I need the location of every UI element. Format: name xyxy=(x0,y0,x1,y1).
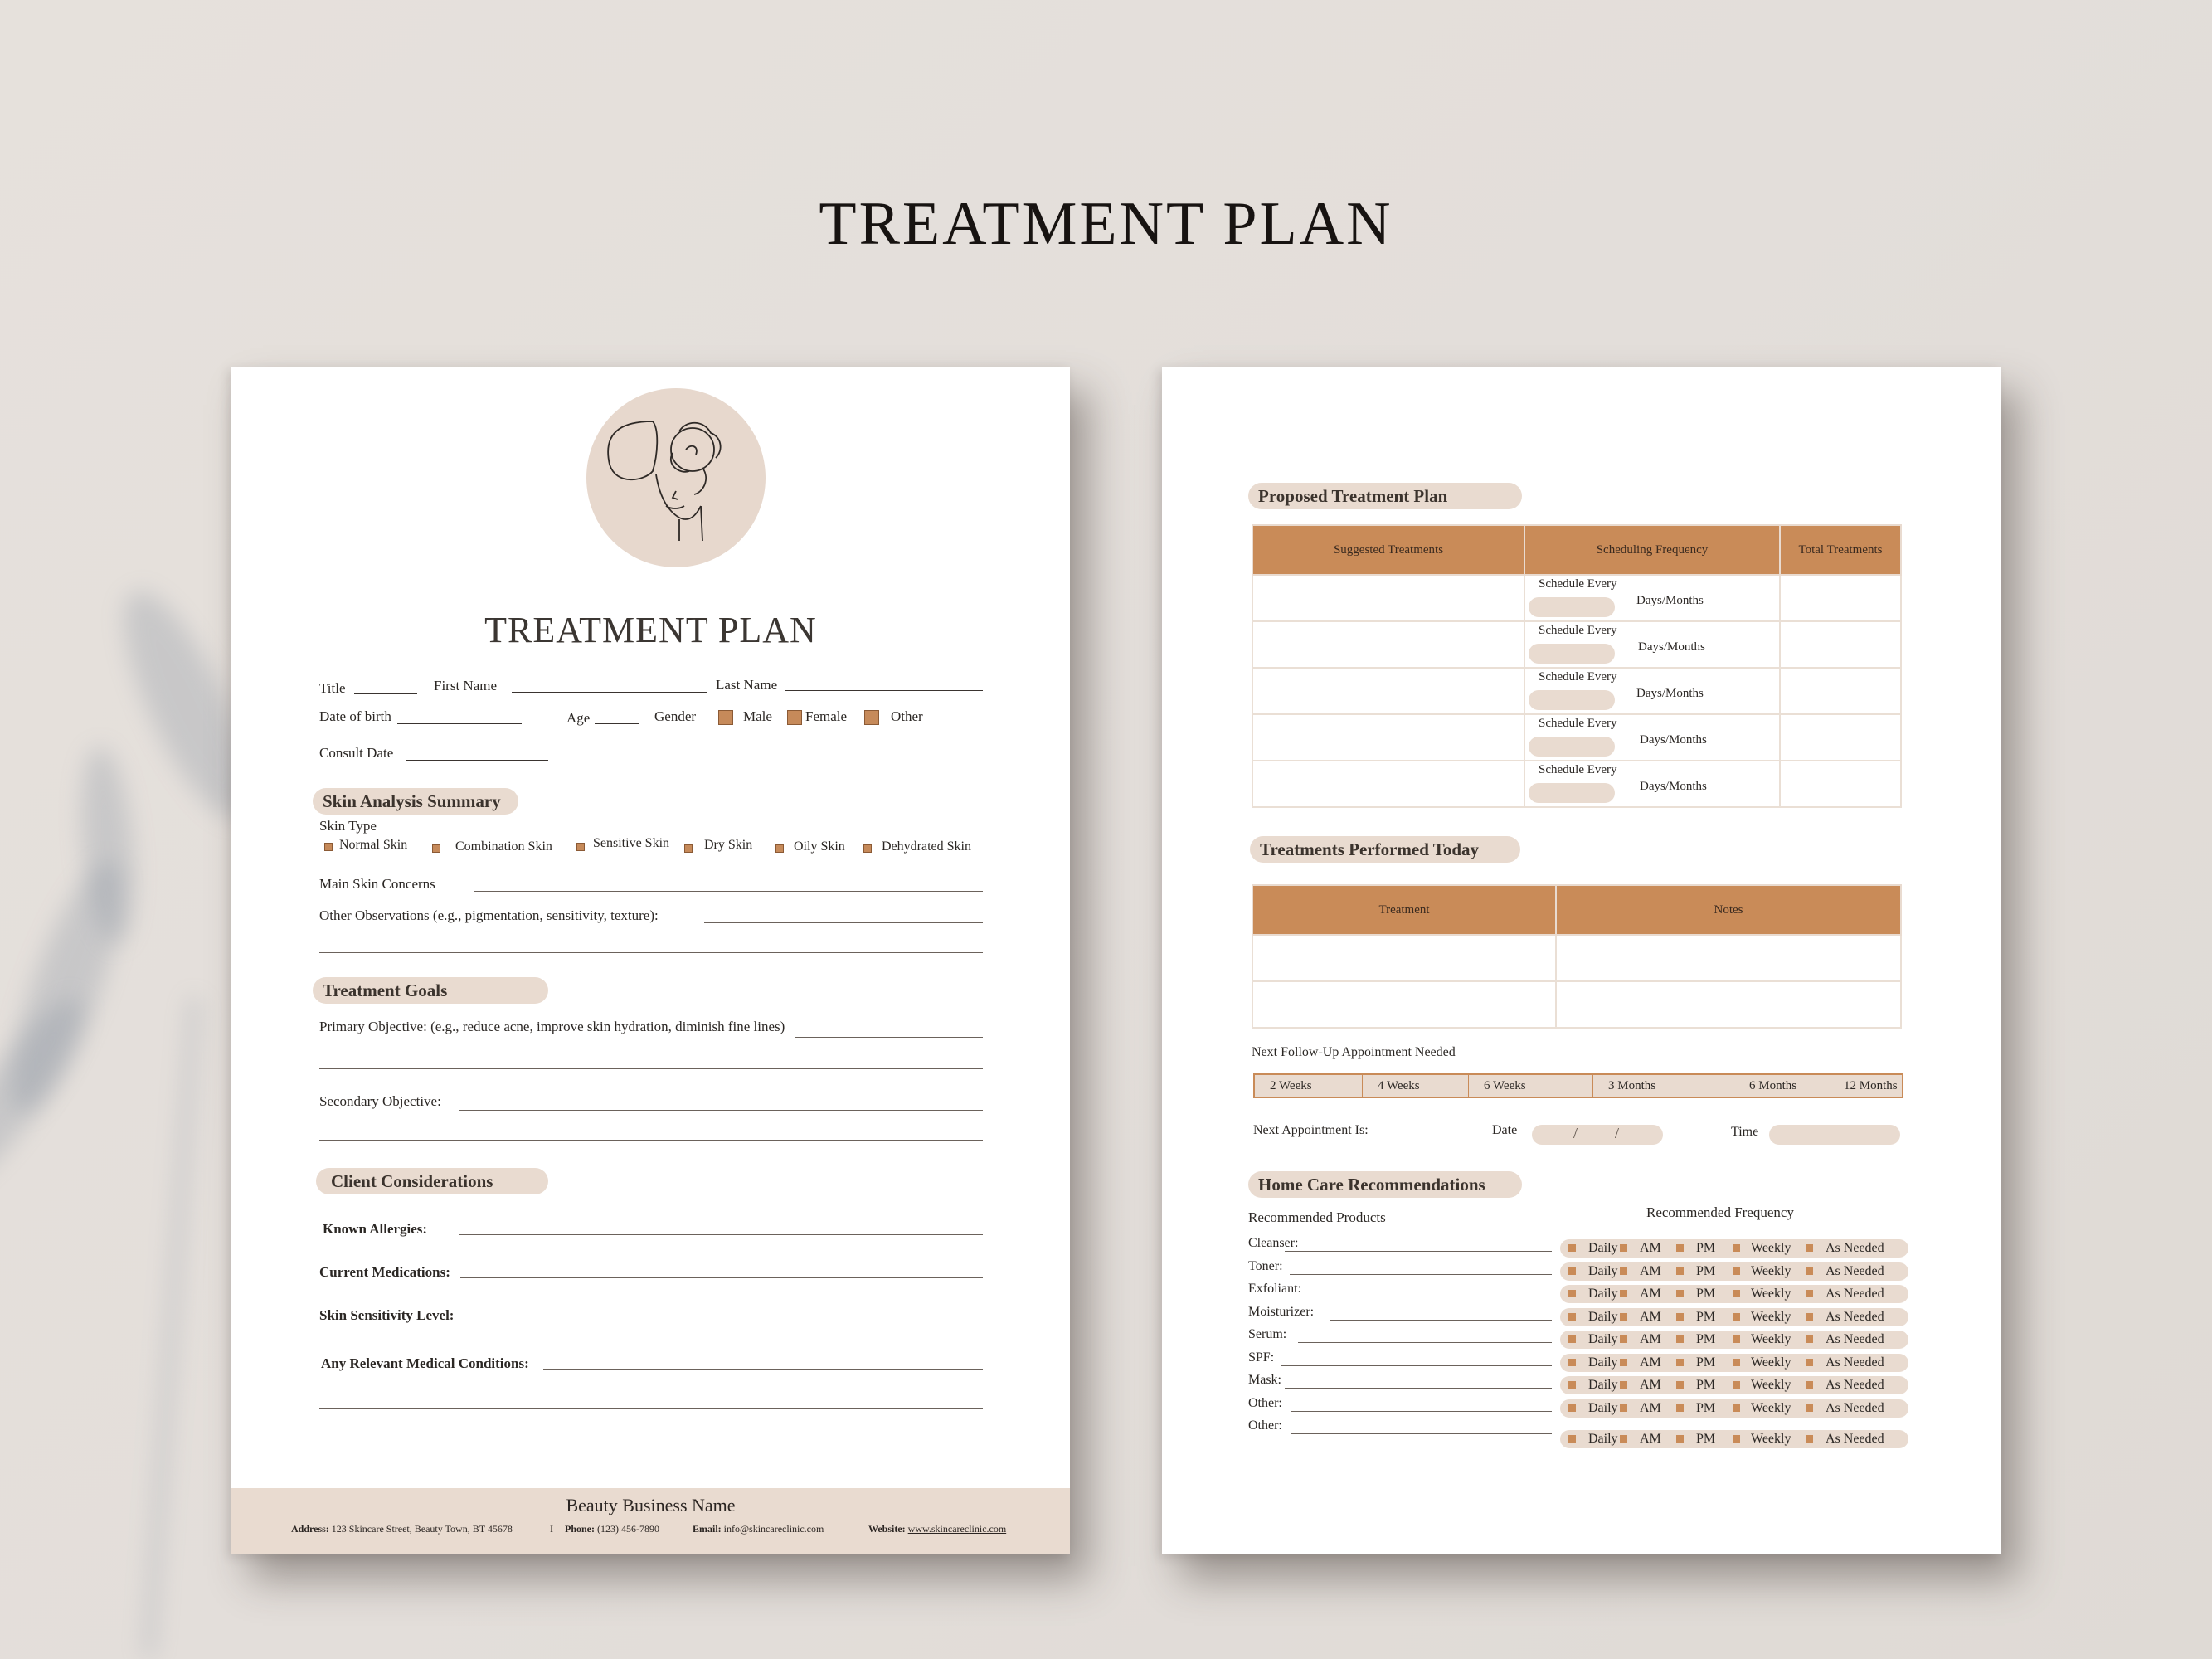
frequency-checkbox[interactable] xyxy=(1568,1435,1576,1443)
notes-cell[interactable] xyxy=(1556,935,1901,981)
recommended-products-label: Recommended Products xyxy=(1248,1209,1386,1225)
column-header: Suggested Treatments xyxy=(1252,525,1524,575)
frequency-option-label: Daily xyxy=(1588,1309,1618,1324)
frequency-checkbox[interactable] xyxy=(1568,1290,1576,1297)
date-separator: / xyxy=(1573,1125,1578,1141)
frequency-option-label: As Needed xyxy=(1826,1263,1884,1278)
frequency-checkbox[interactable] xyxy=(1676,1335,1684,1343)
table-row xyxy=(1252,714,1901,761)
medical-conditions-line[interactable] xyxy=(319,1408,983,1409)
frequency-option-label: Daily xyxy=(1588,1400,1618,1415)
frequency-option-label: PM xyxy=(1696,1400,1716,1415)
female-label: Female xyxy=(805,708,848,724)
frequency-option-label: Daily xyxy=(1588,1241,1618,1255)
suggested-treatment-cell[interactable] xyxy=(1252,621,1524,668)
scheduling-frequency-cell xyxy=(1524,761,1780,807)
client-considerations-heading: Client Considerations xyxy=(316,1168,548,1194)
dry-skin-checkbox[interactable] xyxy=(684,844,693,853)
column-header: Scheduling Frequency xyxy=(1524,525,1780,575)
column-header: Total Treatments xyxy=(1780,525,1901,575)
schedule-every-field[interactable] xyxy=(1529,644,1615,664)
follow-up-option[interactable]: 6 Months xyxy=(1719,1075,1840,1097)
frequency-checkbox[interactable] xyxy=(1568,1313,1576,1321)
frequency-option-label: Weekly xyxy=(1751,1263,1791,1278)
frequency-checkbox[interactable] xyxy=(1620,1404,1627,1412)
product-label: Other: xyxy=(1248,1395,1282,1410)
product-label: SPF: xyxy=(1248,1350,1275,1365)
frequency-checkbox[interactable] xyxy=(1733,1267,1740,1275)
frequency-option-label: AM xyxy=(1640,1263,1661,1278)
allergies-field[interactable] xyxy=(459,1234,983,1235)
title-field[interactable] xyxy=(354,693,417,694)
frequency-option-label: Weekly xyxy=(1751,1309,1791,1324)
frequency-option-label: Weekly xyxy=(1751,1378,1791,1392)
last-name-field[interactable] xyxy=(785,690,983,691)
face-line-art-icon xyxy=(586,388,766,567)
frequency-checkbox[interactable] xyxy=(1733,1244,1740,1252)
consult-date-label: Consult Date xyxy=(319,745,394,761)
schedule-every-field[interactable] xyxy=(1529,690,1615,710)
date-label: Date xyxy=(1492,1123,1518,1137)
product-field[interactable] xyxy=(1285,1251,1552,1252)
frequency-options xyxy=(1560,1262,1908,1281)
frequency-option-label: Weekly xyxy=(1751,1432,1791,1446)
male-checkbox[interactable] xyxy=(718,710,733,725)
frequency-options xyxy=(1560,1399,1908,1418)
secondary-objective-field[interactable] xyxy=(459,1110,983,1111)
phone-label: Phone: xyxy=(565,1523,595,1535)
combination-skin-checkbox[interactable] xyxy=(432,844,440,853)
frequency-checkbox[interactable] xyxy=(1620,1335,1627,1343)
frequency-option-label: PM xyxy=(1696,1263,1716,1278)
other-observations-line[interactable] xyxy=(319,952,983,953)
male-label: Male xyxy=(743,708,772,724)
frequency-option-label: PM xyxy=(1696,1309,1716,1324)
other-gender-checkbox[interactable] xyxy=(864,710,879,725)
frequency-option-label: Weekly xyxy=(1751,1332,1791,1346)
schedule-every-label: Schedule Every xyxy=(1539,670,1617,684)
normal-skin-checkbox[interactable] xyxy=(324,843,333,851)
business-name: Beauty Business Name xyxy=(566,1495,736,1515)
allergies-label: Known Allergies: xyxy=(323,1221,428,1237)
age-field[interactable] xyxy=(595,723,639,724)
footer-separator: I xyxy=(550,1523,553,1535)
website-link[interactable]: www.skincareclinic.com xyxy=(907,1523,1007,1535)
frequency-options xyxy=(1560,1376,1908,1394)
sensitive-skin-checkbox[interactable] xyxy=(576,843,585,851)
skin-option-label: Oily Skin xyxy=(794,839,845,854)
frequency-option-label: AM xyxy=(1640,1355,1661,1370)
next-appointment-label: Next Appointment Is: xyxy=(1253,1123,1369,1137)
frequency-checkbox[interactable] xyxy=(1620,1244,1627,1252)
frequency-option-label: As Needed xyxy=(1826,1332,1884,1346)
medications-label: Current Medications: xyxy=(319,1264,450,1280)
footer xyxy=(231,1488,1070,1554)
frequency-checkbox[interactable] xyxy=(1733,1404,1740,1412)
treatment-cell[interactable] xyxy=(1252,935,1556,981)
product-label: Serum: xyxy=(1248,1327,1287,1341)
follow-up-label: Next Follow-Up Appointment Needed xyxy=(1252,1045,1456,1059)
frequency-option-label: Daily xyxy=(1588,1263,1618,1278)
frequency-option-label: Daily xyxy=(1588,1378,1618,1392)
schedule-every-field[interactable] xyxy=(1529,737,1615,757)
frequency-option-label: Weekly xyxy=(1751,1241,1791,1255)
footer-address xyxy=(291,1523,513,1535)
website-label: Website: xyxy=(868,1523,906,1535)
frequency-checkbox[interactable] xyxy=(1676,1381,1684,1389)
notes-cell[interactable] xyxy=(1556,981,1901,1028)
frequency-checkbox[interactable] xyxy=(1568,1244,1576,1252)
days-months-label: Days/Months xyxy=(1636,687,1704,700)
medications-field[interactable] xyxy=(460,1277,983,1278)
frequency-option-label: Daily xyxy=(1588,1287,1618,1301)
address-label: Address: xyxy=(291,1523,329,1535)
frequency-option-label: AM xyxy=(1640,1309,1661,1324)
frequency-checkbox[interactable] xyxy=(1676,1313,1684,1321)
days-months-label: Days/Months xyxy=(1640,780,1707,793)
frequency-checkbox[interactable] xyxy=(1806,1267,1813,1275)
frequency-option-label: AM xyxy=(1640,1378,1661,1392)
table-row xyxy=(1252,575,1901,621)
follow-up-option[interactable]: 3 Months xyxy=(1593,1075,1719,1097)
frequency-checkbox[interactable] xyxy=(1568,1359,1576,1366)
frequency-option-label: PM xyxy=(1696,1355,1716,1370)
frequency-checkbox[interactable] xyxy=(1620,1435,1627,1443)
frequency-options xyxy=(1560,1239,1908,1258)
frequency-checkbox[interactable] xyxy=(1568,1381,1576,1389)
frequency-options xyxy=(1560,1285,1908,1303)
dehydrated-skin-checkbox[interactable] xyxy=(863,844,872,853)
skin-option-label: Dehydrated Skin xyxy=(882,839,971,854)
frequency-option-label: As Needed xyxy=(1826,1241,1884,1255)
product-label: Toner: xyxy=(1248,1258,1283,1273)
product-label: Moisturizer: xyxy=(1248,1304,1315,1319)
days-months-label: Days/Months xyxy=(1638,640,1705,654)
main-concerns-field[interactable] xyxy=(474,891,983,892)
frequency-checkbox[interactable] xyxy=(1620,1381,1627,1389)
phone-value: (123) 456-7890 xyxy=(597,1523,659,1535)
frequency-checkbox[interactable] xyxy=(1806,1244,1813,1252)
table-row xyxy=(1252,621,1901,668)
schedule-every-label: Schedule Every xyxy=(1539,717,1617,730)
follow-up-option[interactable]: 2 Weeks xyxy=(1255,1075,1363,1097)
frequency-checkbox[interactable] xyxy=(1733,1313,1740,1321)
time-field[interactable] xyxy=(1769,1125,1900,1145)
total-treatments-cell[interactable] xyxy=(1780,668,1901,714)
product-field[interactable] xyxy=(1281,1365,1552,1366)
frequency-option-label: PM xyxy=(1696,1432,1716,1446)
frequency-option-label: Daily xyxy=(1588,1355,1618,1370)
total-treatments-cell[interactable] xyxy=(1780,621,1901,668)
frequency-checkbox[interactable] xyxy=(1733,1381,1740,1389)
frequency-options xyxy=(1560,1354,1908,1372)
follow-up-option[interactable]: 6 Weeks xyxy=(1469,1075,1593,1097)
performed-today-table xyxy=(1252,884,1902,1029)
table-row xyxy=(1252,935,1901,981)
suggested-treatment-cell[interactable] xyxy=(1252,714,1524,761)
product-label: Exfoliant: xyxy=(1248,1282,1301,1296)
medical-conditions-label: Any Relevant Medical Conditions: xyxy=(321,1355,529,1371)
frequency-option-label: AM xyxy=(1640,1287,1661,1301)
frequency-option-label: PM xyxy=(1696,1378,1716,1392)
frequency-checkbox[interactable] xyxy=(1733,1335,1740,1343)
product-field[interactable] xyxy=(1298,1342,1552,1343)
skin-option-label: Combination Skin xyxy=(455,839,552,854)
frequency-checkbox[interactable] xyxy=(1733,1435,1740,1443)
product-field[interactable] xyxy=(1330,1320,1552,1321)
frequency-checkbox[interactable] xyxy=(1806,1313,1813,1321)
frequency-checkbox[interactable] xyxy=(1568,1335,1576,1343)
total-treatments-cell[interactable] xyxy=(1780,761,1901,807)
frequency-option-label: AM xyxy=(1640,1432,1661,1446)
frequency-option-label: As Needed xyxy=(1826,1400,1884,1415)
skin-option-label: Sensitive Skin xyxy=(593,836,670,850)
table-row xyxy=(1252,761,1901,807)
secondary-objective-label: Secondary Objective: xyxy=(319,1093,441,1109)
first-name-label: First Name xyxy=(434,678,498,693)
scheduling-frequency-cell xyxy=(1524,621,1780,668)
column-header: Treatment xyxy=(1252,885,1556,935)
frequency-checkbox[interactable] xyxy=(1806,1381,1813,1389)
schedule-every-field[interactable] xyxy=(1529,783,1615,803)
date-field[interactable] xyxy=(1532,1125,1663,1145)
footer-email xyxy=(693,1523,824,1535)
days-months-label: Days/Months xyxy=(1640,733,1707,747)
footer-website xyxy=(868,1523,1006,1535)
title-label: Title xyxy=(319,680,346,696)
frequency-checkbox[interactable] xyxy=(1676,1435,1684,1443)
other-gender-label: Other xyxy=(891,708,923,724)
last-name-label: Last Name xyxy=(716,677,778,693)
days-months-label: Days/Months xyxy=(1636,594,1704,607)
frequency-option-label: AM xyxy=(1640,1332,1661,1346)
skin-option-label: Dry Skin xyxy=(704,838,753,852)
total-treatments-cell[interactable] xyxy=(1780,714,1901,761)
frequency-checkbox[interactable] xyxy=(1806,1435,1813,1443)
frequency-option-label: As Needed xyxy=(1826,1287,1884,1301)
frequency-checkbox[interactable] xyxy=(1676,1359,1684,1366)
frequency-option-label: As Needed xyxy=(1826,1309,1884,1324)
schedule-every-label: Schedule Every xyxy=(1539,577,1617,591)
logo xyxy=(586,388,766,567)
medical-conditions-field[interactable] xyxy=(543,1369,983,1370)
product-label: Other: xyxy=(1248,1418,1282,1433)
scheduling-frequency-cell xyxy=(1524,714,1780,761)
frequency-checkbox[interactable] xyxy=(1806,1290,1813,1297)
frequency-checkbox[interactable] xyxy=(1676,1404,1684,1412)
frequency-option-label: PM xyxy=(1696,1241,1716,1255)
frequency-checkbox[interactable] xyxy=(1806,1404,1813,1412)
consult-date-field[interactable] xyxy=(406,760,548,761)
suggested-treatment-cell[interactable] xyxy=(1252,668,1524,714)
follow-up-option[interactable]: 4 Weeks xyxy=(1363,1075,1469,1097)
main-concerns-label: Main Skin Concerns xyxy=(319,876,435,892)
frequency-option-label: AM xyxy=(1640,1400,1661,1415)
frequency-checkbox[interactable] xyxy=(1676,1267,1684,1275)
frequency-checkbox[interactable] xyxy=(1568,1404,1576,1412)
suggested-treatment-cell[interactable] xyxy=(1252,761,1524,807)
product-field[interactable] xyxy=(1291,1411,1552,1412)
proposed-plan-heading: Proposed Treatment Plan xyxy=(1248,483,1522,509)
total-treatments-cell[interactable] xyxy=(1780,575,1901,621)
frequency-option-label: As Needed xyxy=(1826,1355,1884,1370)
follow-up-options xyxy=(1253,1073,1903,1098)
frequency-option-label: Weekly xyxy=(1751,1400,1791,1415)
frequency-option-label: Daily xyxy=(1588,1332,1618,1346)
frequency-checkbox[interactable] xyxy=(1620,1290,1627,1297)
product-field[interactable] xyxy=(1290,1274,1552,1275)
frequency-checkbox[interactable] xyxy=(1733,1359,1740,1366)
email-value: info@skincareclinic.com xyxy=(723,1523,824,1535)
gender-label: Gender xyxy=(654,708,697,724)
dob-field[interactable] xyxy=(397,723,522,724)
frequency-option-label: Weekly xyxy=(1751,1287,1791,1301)
time-label: Time xyxy=(1731,1125,1759,1139)
skin-type-label: Skin Type xyxy=(319,818,377,834)
frequency-options xyxy=(1560,1308,1908,1326)
recommended-frequency-label: Recommended Frequency xyxy=(1646,1204,1794,1220)
frequency-checkbox[interactable] xyxy=(1620,1359,1627,1366)
frequency-checkbox[interactable] xyxy=(1676,1244,1684,1252)
proposed-plan-table xyxy=(1252,524,1902,808)
frequency-option-label: Weekly xyxy=(1751,1355,1791,1370)
treatment-plan-page-2 xyxy=(1162,367,2001,1554)
suggested-treatment-cell[interactable] xyxy=(1252,575,1524,621)
table-row xyxy=(1252,668,1901,714)
scheduling-frequency-cell xyxy=(1524,668,1780,714)
date-separator: / xyxy=(1615,1125,1620,1141)
other-observations-field[interactable] xyxy=(704,922,983,923)
performed-today-heading: Treatments Performed Today xyxy=(1250,836,1520,863)
product-label: Cleanser: xyxy=(1248,1236,1299,1250)
frequency-option-label: As Needed xyxy=(1826,1432,1884,1446)
document-title: TREATMENT PLAN xyxy=(484,610,817,650)
treatment-goals-heading: Treatment Goals xyxy=(313,977,548,1004)
page-heading: TREATMENT PLAN xyxy=(819,190,1393,258)
oily-skin-checkbox[interactable] xyxy=(775,844,784,853)
schedule-every-field[interactable] xyxy=(1529,597,1615,617)
frequency-option-label: PM xyxy=(1696,1332,1716,1346)
frequency-checkbox[interactable] xyxy=(1620,1267,1627,1275)
scheduling-frequency-cell xyxy=(1524,575,1780,621)
frequency-checkbox[interactable] xyxy=(1676,1290,1684,1297)
frequency-checkbox[interactable] xyxy=(1568,1267,1576,1275)
frequency-option-label: Daily xyxy=(1588,1432,1618,1446)
other-observations-label: Other Observations (e.g., pigmentation, sensitivity, texture): xyxy=(319,907,659,923)
product-label: Mask: xyxy=(1248,1373,1281,1387)
frequency-option-label: AM xyxy=(1640,1241,1661,1255)
table-row xyxy=(1252,981,1901,1028)
sensitivity-label: Skin Sensitivity Level: xyxy=(319,1307,455,1323)
frequency-checkbox[interactable] xyxy=(1806,1335,1813,1343)
address-value: 123 Skincare Street, Beauty Town, BT 45678 xyxy=(331,1523,513,1535)
frequency-options xyxy=(1560,1430,1908,1448)
email-label: Email: xyxy=(693,1523,722,1535)
schedule-every-label: Schedule Every xyxy=(1539,763,1617,776)
age-label: Age xyxy=(566,710,591,726)
home-care-heading: Home Care Recommendations xyxy=(1248,1171,1522,1198)
skin-option-label: Normal Skin xyxy=(339,838,408,852)
treatment-plan-page-1 xyxy=(231,367,1070,1554)
column-header: Notes xyxy=(1556,885,1901,935)
frequency-checkbox[interactable] xyxy=(1620,1313,1627,1321)
follow-up-option[interactable]: 12 Months xyxy=(1844,1079,1898,1092)
primary-objective-label: Primary Objective: (e.g., reduce acne, improve skin hydration, diminish fine lines) xyxy=(319,1019,785,1034)
frequency-option-label: As Needed xyxy=(1826,1378,1884,1392)
schedule-every-label: Schedule Every xyxy=(1539,624,1617,637)
frequency-checkbox[interactable] xyxy=(1733,1290,1740,1297)
female-checkbox[interactable] xyxy=(787,710,802,725)
footer-phone xyxy=(565,1523,659,1535)
first-name-field[interactable] xyxy=(512,692,707,693)
skin-analysis-heading: Skin Analysis Summary xyxy=(313,788,518,815)
frequency-options xyxy=(1560,1331,1908,1349)
secondary-objective-line[interactable] xyxy=(319,1140,983,1141)
primary-objective-line[interactable] xyxy=(319,1068,983,1069)
product-field[interactable] xyxy=(1285,1388,1552,1389)
product-field[interactable] xyxy=(1291,1433,1552,1434)
treatment-cell[interactable] xyxy=(1252,981,1556,1028)
frequency-checkbox[interactable] xyxy=(1806,1359,1813,1366)
frequency-option-label: PM xyxy=(1696,1287,1716,1301)
primary-objective-field[interactable] xyxy=(795,1037,983,1038)
dob-label: Date of birth xyxy=(319,708,391,724)
